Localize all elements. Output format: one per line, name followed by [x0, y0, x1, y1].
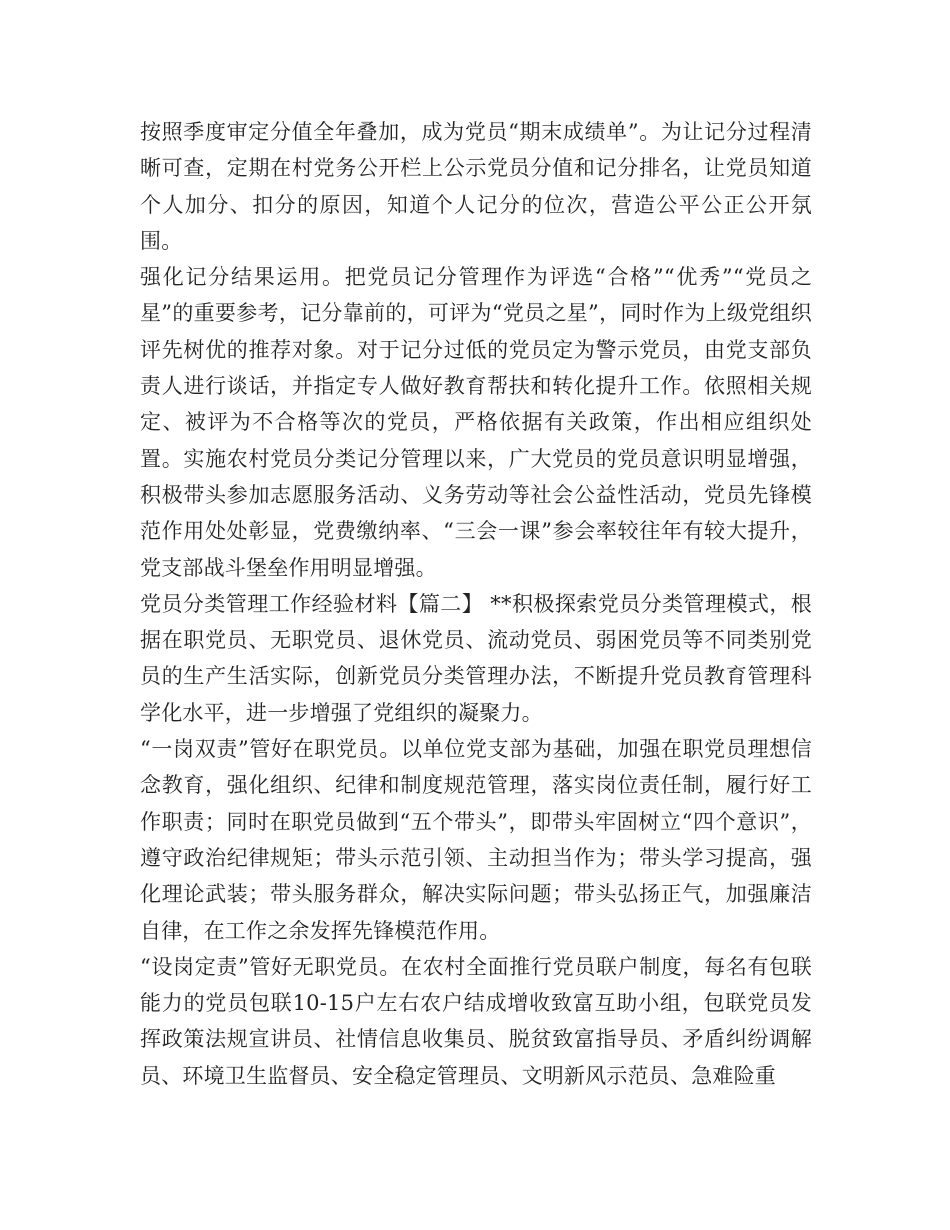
document-body	[140, 114, 812, 1094]
paragraph-non-duty-members: “设岗定责”管好无职党员。在农村全面推行党员联户制度，每名有包联能力的党员包联10-15户左右农户结成增收致富互助小组，包联党员发挥政策法规宣讲员、社情信息收集员、脱贫致富指导员、矛盾纠纷调解员、环境卫生监督员、安全稳定管理员、文明新风示范员、急难险重	[140, 954, 812, 1088]
paragraph-score-results-use: 强化记分结果运用。把党员记分管理作为评选“合格”“优秀”“党员之星”的重要参考，记分靠前的，可评为“党员之星”，同时作为上级党组织评先树优的推荐对象。对于记分过低的党员定为警示党员，由党支部负责人进行谈话，并指定专人做好教育帮扶和转化提升工作。依照相关规定、被评为不合格等次的党员，严格依据有关政策，作出相应组织处置。实施农村党员分类记分管理以来，广大党员的党员意识明显增强，积极带头参加志愿服务活动、义务劳动等社会公益性活动，党员先锋模范作用处处彰显，党费缴纳率、“三会一课”参会率较往年有较大提升，党支部战斗堡垒作用明显增强。	[140, 265, 812, 580]
paragraph-on-duty-members: “一岗双责”管好在职党员。以单位党支部为基础，加强在职党员理想信念教育，强化组织、纪律和制度规范管理，落实岗位责任制，履行好工作职责；同时在职党员做到“五个带头”，即带头牢固树立“四个意识”，遵守政治纪律规矩；带头示范引领、主动担当作为；带头学习提高，强化理论武装；带头服务群众，解决实际问题；带头弘扬正气，加强廉洁自律，在工作之余发挥先锋模范作用。	[140, 737, 812, 943]
paragraph-score-publicity: 按照季度审定分值全年叠加，成为党员“期末成绩单”。为让记分过程清晰可查，定期在村党务公开栏上公示党员分值和记分排名，让党员知道个人加分、扣分的原因，知道个人记分的位次，营造公平公正公开氛围。	[140, 120, 812, 253]
paragraph-article-two-intro: 党员分类管理工作经验材料【篇二】 **积极探索党员分类管理模式，根据在职党员、无职党员、退休党员、流动党员、弱困党员等不同类别党员的生产生活实际，创新党员分类管理办法，不断提升党员教育管理科学化水平，进一步增强了党组织的凝聚力。	[140, 591, 812, 725]
